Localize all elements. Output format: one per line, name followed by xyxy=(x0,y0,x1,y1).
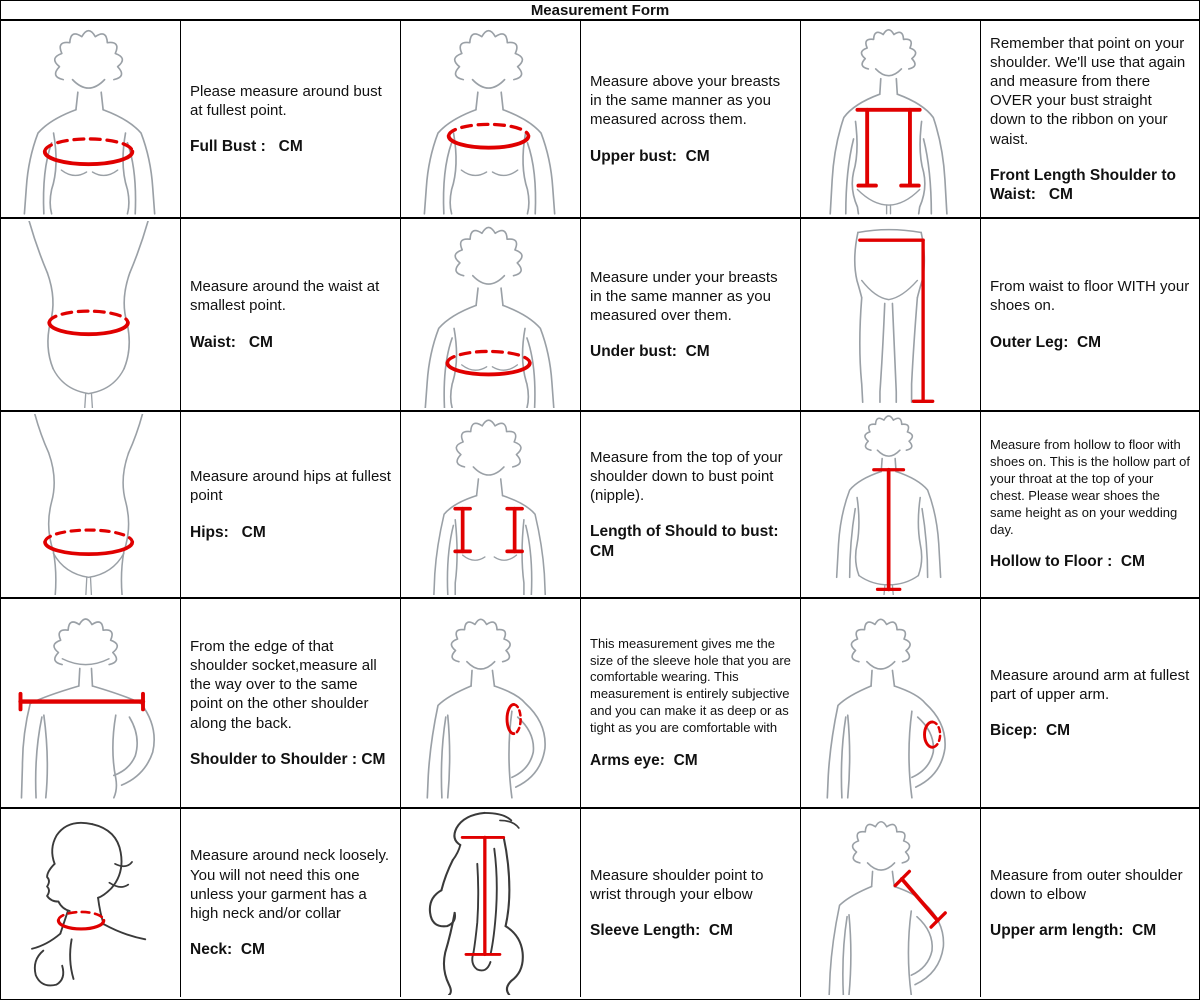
figure-under-bust xyxy=(401,219,581,412)
full-bust-illustration xyxy=(3,23,178,215)
figure-upper-arm-length xyxy=(801,809,981,997)
under-bust-illustration xyxy=(403,221,578,408)
measurement-label: Sleeve Length: CM xyxy=(590,922,733,939)
measurement-instruction-text: This measurement gives me the size of the sleeve hole that you are comfortable wearing. This measurement is entirely subjective and you can make it as deep or as tight as you are comfortable with xyxy=(590,635,795,736)
measurement-label: Hollow to Floor : CM xyxy=(990,553,1145,571)
shoulder-to-shoulder-illustration xyxy=(3,601,178,805)
measurement-label: Arms eye: CM xyxy=(590,751,698,769)
figure-waist xyxy=(1,219,181,412)
measurement-instruction-text: Measure around the waist at smallest point. xyxy=(190,278,384,315)
measurement-label: Length of Should to bust: CM xyxy=(590,523,788,560)
measurement-label: Under bust: CM xyxy=(590,343,710,361)
page-title: Measurement Form xyxy=(1,1,1199,21)
instructions-arms-eye xyxy=(581,599,801,809)
measurement-instruction-text: Measure around neck loosely. You will not need this one unless your garment has a high neck and/or collar xyxy=(190,847,393,922)
measurement-instruction-text: Measure under your breasts in the same manner as you measured over them. xyxy=(590,268,782,324)
measurement-instruction-text: Measure shoulder point to wrist through your elbow xyxy=(590,866,768,903)
measurement-label: Hips: CM xyxy=(190,523,266,541)
hips-illustration xyxy=(3,414,178,595)
figure-outer-leg xyxy=(801,219,981,412)
instructions-upper-bust xyxy=(581,21,801,219)
figure-arms-eye xyxy=(401,599,581,809)
figure-shoulder-to-shoulder xyxy=(1,599,181,809)
hollow-to-floor-illustration xyxy=(803,414,978,595)
instructions-outer-leg xyxy=(981,219,1200,412)
instructions-shoulder-to-shoulder xyxy=(181,599,401,809)
measurement-label: Front Length Shoulder to Waist: CM xyxy=(990,166,1181,204)
instructions-shoulder-to-bust xyxy=(581,412,801,599)
waist-illustration xyxy=(3,221,178,408)
instructions-full-bust xyxy=(181,21,401,219)
measurement-label: Outer Leg: CM xyxy=(990,333,1102,351)
measurement-instruction-text: Measure above your breasts in the same manner as you measured across them. xyxy=(590,73,785,129)
figure-hollow-to-floor xyxy=(801,412,981,599)
arms-eye-illustration xyxy=(403,601,578,805)
measurement-instruction-text: Remember that point on your shoulder. We'll use that again and measure from there OVER your bust straight down to the ribbon on your waist. xyxy=(990,34,1190,148)
figure-sleeve-length xyxy=(401,809,581,997)
instructions-under-bust xyxy=(581,219,801,412)
measurement-instruction-text: Measure from outer shoulder down to elbow xyxy=(990,866,1187,903)
figure-shoulder-to-bust xyxy=(401,412,581,599)
upper-bust-illustration xyxy=(403,23,578,215)
front-length-shoulder-to-waist-illustration xyxy=(803,23,978,215)
measurement-instruction-text: From the edge of that shoulder socket,measure all the way over to the same point on the other shoulder along the back. xyxy=(190,637,381,732)
instructions-waist xyxy=(181,219,401,412)
instructions-neck xyxy=(181,809,401,997)
measurement-instruction-text: Measure around arm at fullest part of upper arm. xyxy=(990,666,1194,703)
neck-illustration xyxy=(3,811,178,995)
shoulder-to-bust-illustration xyxy=(403,414,578,595)
figure-neck xyxy=(1,809,181,997)
instructions-hips xyxy=(181,412,401,599)
measurement-table xyxy=(1,21,1199,997)
sleeve-length-illustration xyxy=(403,811,578,995)
measurement-instruction-text: Measure around hips at fullest point xyxy=(190,468,396,505)
bicep-illustration xyxy=(803,601,978,805)
measurement-instruction-text: From waist to floor WITH your shoes on. xyxy=(990,278,1194,315)
measurement-label: Bicep: CM xyxy=(990,722,1071,739)
measurement-label: Neck: CM xyxy=(190,941,265,959)
measurement-label: Waist: CM xyxy=(190,333,273,351)
figure-bicep xyxy=(801,599,981,809)
instructions-bicep xyxy=(981,599,1200,809)
measurement-instruction-text: Measure from the top of your shoulder down to bust point (nipple). xyxy=(590,448,787,505)
instructions-front-length-shoulder-to-waist xyxy=(981,21,1200,219)
figure-full-bust xyxy=(1,21,181,219)
instructions-upper-arm-length xyxy=(981,809,1200,997)
measurement-label: Upper bust: CM xyxy=(590,147,710,165)
instructions-hollow-to-floor xyxy=(981,412,1200,599)
instructions-sleeve-length xyxy=(581,809,801,997)
figure-front-length-shoulder-to-waist xyxy=(801,21,981,219)
measurement-label: Upper arm length: CM xyxy=(990,922,1157,939)
figure-upper-bust xyxy=(401,21,581,219)
measurement-label: Shoulder to Shoulder : CM xyxy=(190,750,386,768)
figure-hips xyxy=(1,412,181,599)
measurement-label: Full Bust : CM xyxy=(190,138,303,155)
outer-leg-illustration xyxy=(803,221,978,408)
upper-arm-length-illustration xyxy=(803,811,978,995)
measurement-instruction-text: Please measure around bust at fullest point. xyxy=(190,82,386,119)
measurement-instruction-text: Measure from hollow to floor with shoes on. This is the hollow part of your throat at the top of your chest. Please wear shoes the same height as on your wedding day. xyxy=(990,437,1194,537)
